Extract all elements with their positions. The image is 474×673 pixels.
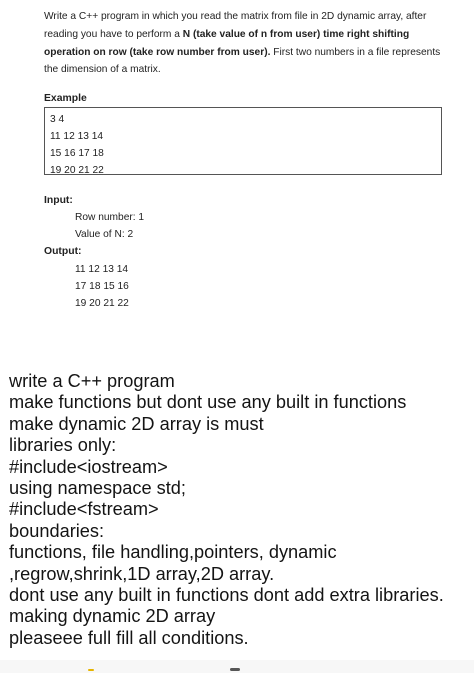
note-line: dont use any built in functions dont add extra libraries.	[9, 584, 444, 605]
description-text-end: First two numbers in a file represents the dimension of a matrix.	[44, 46, 441, 76]
example-line: 11 12 13 14	[50, 131, 104, 142]
description-bold-requirement: N (take value of n from user) time right shifting operation on row (take row number from user).	[44, 28, 410, 58]
bottom-gray-mark	[230, 668, 240, 671]
note-line: ,regrow,shrink,1D array,2D array.	[9, 563, 275, 584]
example-line: 15 16 17 18	[50, 148, 104, 159]
note-line: boundaries:	[9, 520, 105, 541]
note-line: make dynamic 2D array is must	[9, 413, 264, 434]
example-heading: Example	[44, 93, 87, 104]
input-values	[75, 209, 144, 243]
output-line: 19 20 21 22	[75, 298, 129, 309]
note-line: #include<fstream>	[9, 499, 159, 520]
note-line: making dynamic 2D array	[9, 606, 216, 627]
note-line: using namespace std;	[9, 477, 186, 498]
note-line: functions, file handling,pointers, dynamic	[9, 542, 337, 563]
bottom-edge	[0, 660, 474, 673]
requirements-note	[9, 371, 469, 649]
note-line: #include<iostream>	[9, 456, 168, 477]
note-line: pleaseee full fill all conditions.	[9, 627, 249, 648]
output-heading: Output:	[44, 246, 82, 257]
note-line: write a C++ program	[9, 371, 175, 391]
input-row-number: Row number: 1	[75, 212, 145, 223]
output-matrix	[75, 261, 129, 312]
note-line: make functions but dont use any built in functions	[9, 392, 407, 413]
example-matrix-box	[44, 107, 442, 175]
example-line: 3 4	[50, 114, 65, 125]
output-line: 11 12 13 14	[75, 264, 129, 275]
problem-description	[44, 8, 456, 79]
bottom-yellow-mark	[88, 669, 94, 671]
input-shift-count: Value of N: 2	[75, 229, 134, 240]
description-text-start: Write a C++ program in which you read the matrix from file in 2D dynamic array, after reading you have to perform a	[44, 11, 427, 40]
example-line: 19 20 21 22	[50, 165, 104, 176]
output-line: 17 18 15 16	[75, 281, 129, 292]
note-line: libraries only:	[9, 435, 117, 456]
input-heading: Input:	[44, 195, 73, 206]
